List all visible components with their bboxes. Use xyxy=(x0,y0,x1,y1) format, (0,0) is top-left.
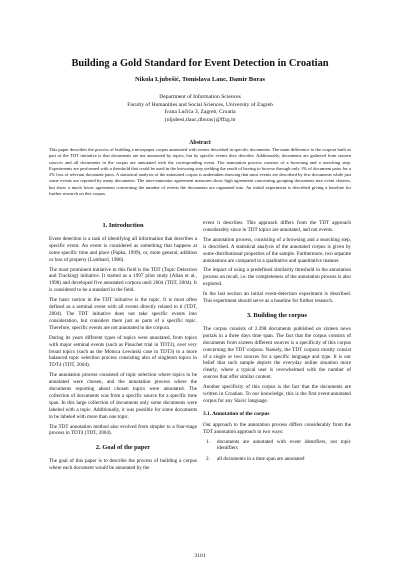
paragraph: The goal of this paper is to describe the process of building a corpus where each document would be annotated by the xyxy=(49,458,197,472)
page-number: 3101 xyxy=(194,553,206,559)
list-item-text: documents are annotated with event identifiers, not topic identifiers xyxy=(217,438,351,452)
paragraph: The basic notion in the TDT initiative is the topic. It is most often defined as a seminal event with all events directly related to it (TDT, 2004). The TDT initiative does not take specific events into consideration, but considers them just as parts of a specific topic. Therefore, specific events are not annotated in the corpora. xyxy=(49,297,197,331)
right-column xyxy=(203,220,351,467)
paragraph: The TDT annotation method also evolved from simpler to a four-stage process in TDT4 (TDT, 2004). xyxy=(49,423,197,437)
section-heading-introduction: 1. Introduction xyxy=(102,222,144,229)
paragraph: The annotation process, consisting of a browsing and a searching step, is described. A statistical analysis of the annotated corpus is given by some distributional properties of the sample. Furthermore, two separate annotations are compared in a qualitative and quantitative manner. xyxy=(203,236,351,264)
paragraph: The annotation process consisted of topic selection where topics to be annotated were chosen, and the annotation process where the documents reporting about chosen topics were annotated. The collection of documents was from a specific source for a specific time span. In this large collection of documents only some documents were labeled with a topic. Additionally, it was possible for some documents to be labeled with more than one topic. xyxy=(49,372,197,420)
paper-authors: Nikola Ljubešić, Tomislava Lauc, Damir Boras xyxy=(134,76,266,83)
abstract-heading: Abstract xyxy=(189,140,211,146)
section-heading-building-corpus: 3. Building the corpus xyxy=(246,311,307,319)
affiliation-address: Ivana Lučića 3, Zagreb, Croatia xyxy=(164,109,236,116)
affiliation-faculty: Faculty of Humanities and Social Sciences, University of Zagreb xyxy=(127,101,273,108)
paragraph: In the last section an initial event-detection experiment is described. This experiment should serve as a baseline for further research. xyxy=(203,291,351,305)
subsection-heading-annotation: 3.1. Annotation of the corpus xyxy=(203,410,270,417)
abstract-text: This paper describes the process of building a newspaper corpus annotated with events described in specific documents. The main difference to the corpora built as part of the TDT initiative is that documents are not annotated by topics, but by specific events they describe. Additionally, documents are gathered from sixteen sources and all documents in the corpus are annotated with the corresponding event. The annotation process consists of a browsing and a searching step. Experiments are performed with a threshold that could be used in the browsing step yielding the result of having to browse through only 1% of document pairs for a 2% loss of relevant document pairs. A statistical analysis of the annotated corpus is undertaken showing that most events are described by few documents while just some events are reported by many documents. The inter-annotator agreement measures show high agreement concerning grouping documents into event clusters, but show a much lower agreement concerning the number of events the documents are organized into. An initial experiment is described giving a baseline for further research on this corpus. xyxy=(49,147,351,197)
annotation-list xyxy=(203,439,351,464)
paper-title: Building a Gold Standard for Event Detection in Croatian xyxy=(71,58,329,69)
list-item-number: 1. xyxy=(206,438,210,445)
paragraph: The most prominent initiative in this field is the TDT (Topic Detection and Tracking) initiative. It started as a 1997 pilot study (Allan et al., 1998) and developed five annotated corpora until 2004 (TDT, 2004). It is considered to be a standard in the field. xyxy=(49,266,197,294)
section-heading-goal: 2. Goal of the paper xyxy=(95,444,151,452)
affiliation-block xyxy=(0,94,400,124)
paragraph: Our approach to the annotation process differs considerably from the TDT annotation approach in two ways: xyxy=(203,421,351,435)
list-item-number: 2. xyxy=(206,456,210,463)
paragraph: Another specificity of this corpus is the fact that the documents are written in Croatian. To our knowledge, this is the first event-annotated corpus for any Slavic language. xyxy=(203,384,351,404)
left-column xyxy=(49,220,197,475)
paragraph: During its years different types of topics were annotated, from topics with major seminal events (such as Pinochet trial in TDT2), over very broad topics (such as the Monica Lewinski case in TDT3) to a more balanced topic selection process consisting also of singleton topics in TDT4 (TDT, 2004). xyxy=(49,334,197,369)
list-item xyxy=(203,439,351,453)
paragraph: Event detection is a task of identifying all information that describes a specific event. An event is considered as something that happens at some specific time and place (Papka, 1999), or, more general, addition or loss of property (Lombard, 1986). xyxy=(49,235,197,263)
paragraph: The impact of using a predefined similarity threshold in the annotation process on recall, i.e. the completeness of the annotation process is also explored. xyxy=(203,267,351,288)
paragraph: The corpus consists of 2.398 documents published on sixteen news portals in a three days time span. The fact that the corpus consists of documents from sixteen different sources is a specificity of this corpus concerning the TDT corpora. Namely, the TDT corpora mostly consist of a single or two sources for a specific language and type. It is our belief that such sample depicts the everyday online situation more clearly, where a typical user is overwhelmed with the number of sources that offer similar content. xyxy=(203,325,351,381)
paragraph: event it describes. This approach differs from the TDT approach considerably since in TDT topics are annotated, and not events. xyxy=(203,220,351,233)
affiliation-email: {nljubesi,tlauc,dboras}@ffzg.hr xyxy=(164,116,236,123)
list-item-text: all documents in a time span are annotated xyxy=(217,456,305,463)
affiliation-department: Department of Information Sciences xyxy=(159,94,241,100)
list-item xyxy=(203,456,351,463)
